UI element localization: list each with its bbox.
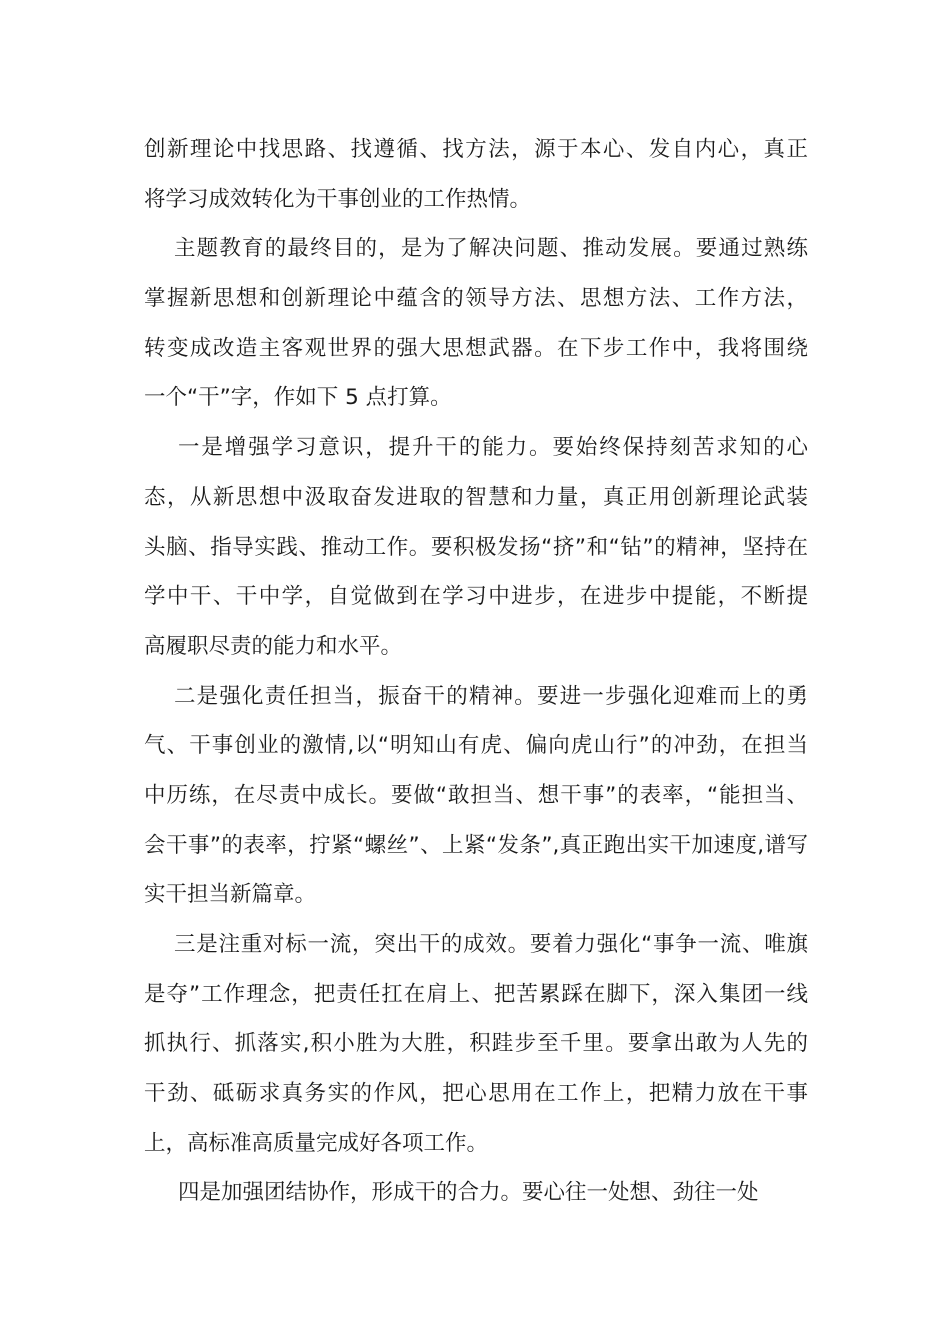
paragraph-line: 一个“干”字，作如下 5 点打算。 xyxy=(144,385,452,411)
paragraph xyxy=(144,125,808,224)
paragraph-line: 将学习成效转化为干事创业的工作热情。 xyxy=(144,186,532,212)
paragraph-line: 会干事”的表率，拧紧“螺丝”、上紧“发条”,真正跑出实干加速度,谱写 xyxy=(144,832,808,858)
paragraph xyxy=(144,423,808,671)
paragraph-line: 中历练，在尽责中成长。要做“敢担当、想干事”的表率，“能担当、 xyxy=(144,782,808,808)
paragraph xyxy=(144,672,808,920)
paragraph-line: 学中干、干中学，自觉做到在学习中进步，在进步中提能，不断提 xyxy=(144,584,808,610)
paragraph-line: 实干担当新篇章。 xyxy=(144,882,317,908)
paragraph-line: 掌握新思想和创新理论中蕴含的领导方法、思想方法、工作方法， xyxy=(144,286,808,312)
paragraph-line: 四是加强团结协作，形成干的合力。要心往一处想、劲往一处 xyxy=(178,1180,759,1206)
paragraph xyxy=(144,1168,808,1218)
paragraph-line: 三是注重对标一流，突出干的成效。要着力强化“事争一流、唯旗 xyxy=(174,932,808,957)
paragraph-line: 态，从新思想中汲取奋发进取的智慧和力量，真正用创新理论武装 xyxy=(144,484,808,510)
paragraph-line: 主题教育的最终目的，是为了解决问题、推动发展。要通过熟练 xyxy=(174,236,808,262)
paragraph-line: 一是增强学习意识，提升干的能力。要始终保持刻苦求知的心 xyxy=(178,435,808,461)
paragraph-line: 干劲、砥砺求真务实的作风，把心思用在工作上，把精力放在干事 xyxy=(144,1081,808,1107)
paragraph-line: 创新理论中找思路、找遵循、找方法，源于本心、发自内心，真正 xyxy=(144,137,808,162)
paragraph-line: 抓执行、抓落实,积小胜为大胜，积跬步至千里。要拿出敢为人先的 xyxy=(144,1031,808,1057)
paragraph-line: 转变成改造主客观世界的强大思想武器。在下步工作中，我将围绕 xyxy=(144,335,808,361)
paragraph-line: 高履职尽责的能力和水平。 xyxy=(144,633,403,659)
paragraph xyxy=(144,224,808,423)
paragraph-line: 气、干事创业的激情,以“明知山有虎、偏向虎山行”的冲劲，在担当 xyxy=(144,733,808,759)
paragraph-line: 二是强化责任担当，振奋干的精神。要进一步强化迎难而上的勇 xyxy=(174,683,808,709)
paragraph-line: 头脑、指导实践、推动工作。要积极发扬“挤”和“钻”的精神，坚持在 xyxy=(144,534,808,560)
paragraph-line: 是夺”工作理念，把责任扛在肩上、把苦累踩在脚下，深入集团一线 xyxy=(144,981,808,1007)
paragraph xyxy=(144,920,808,1168)
paragraph-line: 上，高标准高质量完成好各项工作。 xyxy=(144,1130,489,1156)
document-body xyxy=(144,125,808,1218)
